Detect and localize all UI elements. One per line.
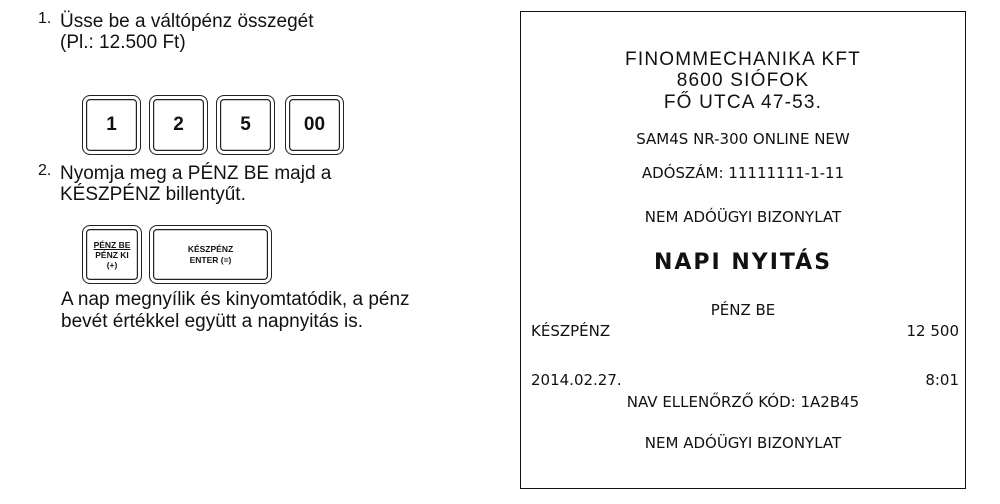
receipt-date: 2014.02.27. — [531, 371, 622, 389]
receipt-time: 8:01 — [925, 371, 959, 389]
penz-be-key-line-3: (+) — [106, 259, 118, 270]
key-2-button[interactable]: 2 — [149, 95, 208, 155]
step-2-number: 2. — [38, 162, 52, 179]
keszpenz-key-button[interactable] — [149, 225, 272, 284]
receipt-non-fiscal-top: NEM ADÓÜGYI BIZONYLAT — [644, 208, 842, 226]
result-note-line-2: bevét értékkel együtt a napnyitás is. — [61, 311, 364, 332]
key-1-button[interactable]: 1 — [82, 95, 141, 155]
step-1-text — [60, 11, 314, 53]
keszpenz-key-line-2: ENTER (=) — [189, 254, 232, 265]
step-1-line-1: Üsse be a váltópénz összegét — [60, 11, 314, 32]
receipt-non-fiscal-bottom: NEM ADÓÜGYI BIZONYLAT — [644, 434, 842, 452]
receipt-street: FŐ UTCA 47-53. — [663, 92, 823, 113]
step-1-number: 1. — [38, 10, 52, 27]
step-2-line-2: KÉSZPÉNZ billentyűt. — [60, 184, 246, 205]
step-2-line-1: Nyomja meg a PÉNZ BE majd a — [60, 163, 332, 184]
receipt-company: FINOMMECHANIKA KFT — [625, 49, 861, 70]
key-00-button[interactable]: 00 — [285, 95, 344, 155]
key-5-button[interactable]: 5 — [216, 95, 275, 155]
receipt-nav-code: NAV ELLENŐRZŐ KÓD: 1A2B45 — [626, 393, 860, 411]
receipt-cash-label: KÉSZPÉNZ — [531, 322, 611, 340]
keszpenz-key-line-1: KÉSZPÉNZ — [187, 243, 234, 254]
receipt-penz-be: PÉNZ BE — [710, 301, 776, 319]
receipt-title: NAPI NYITÁS — [653, 250, 833, 275]
penz-be-key-line-1: PÉNZ BE — [93, 239, 131, 250]
receipt-city: 8600 SIÓFOK — [676, 70, 810, 91]
receipt — [520, 11, 966, 489]
step-1-line-2: (Pl.: 12.500 Ft) — [60, 32, 186, 53]
receipt-cash-amount: 12 500 — [906, 322, 959, 340]
penz-be-key-line-2: PÉNZ KI — [95, 249, 129, 260]
receipt-tax-number: ADÓSZÁM: 11111111-1-11 — [641, 164, 845, 182]
receipt-model: SAM4S NR-300 ONLINE NEW — [636, 130, 850, 148]
penz-be-key-button[interactable] — [82, 225, 142, 284]
step-2-text — [60, 163, 331, 205]
result-note-line-1: A nap megnyílik és kinyomtatódik, a pénz — [61, 289, 410, 310]
